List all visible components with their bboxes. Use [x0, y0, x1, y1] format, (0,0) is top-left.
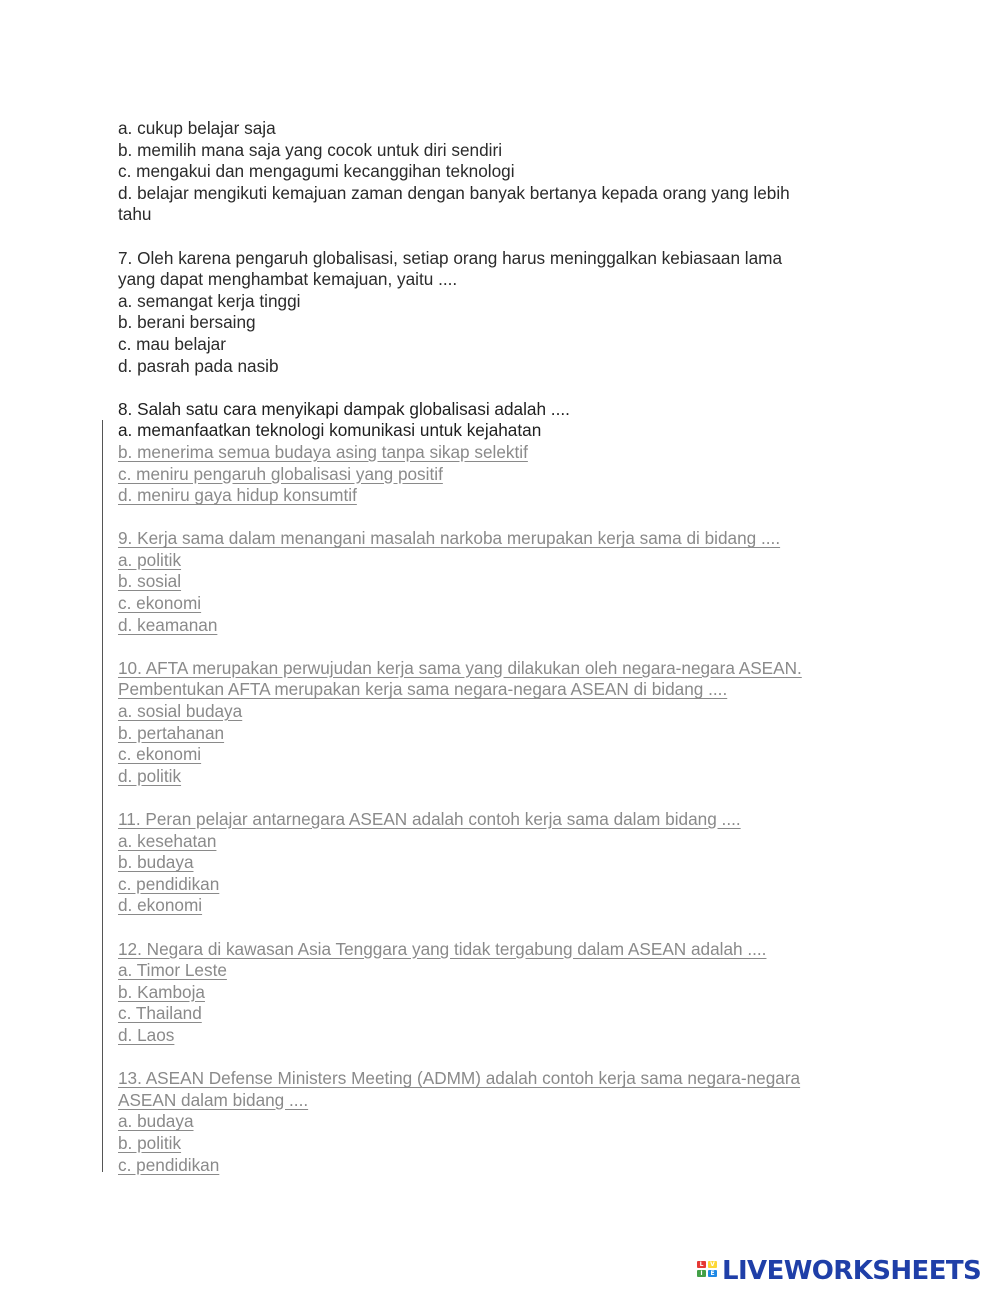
revised-text-line: b. Kamboja	[118, 981, 205, 1002]
revised-text-line: b. sosial	[118, 571, 182, 592]
revised-text-line: d. Laos	[118, 1024, 175, 1045]
liveworksheets-logo[interactable]	[697, 1257, 981, 1285]
revised-text-line: ASEAN dalam bidang ....	[118, 1089, 309, 1110]
revised-text-line: 12. Negara di kawasan Asia Tenggara yang tidak tergabung dalam ASEAN adalah ....	[118, 938, 767, 959]
revised-text-line: 11. Peran pelajar antarnegara ASEAN adalah contoh kerja sama dalam bidang ....	[118, 809, 741, 829]
revised-text-line: a. Timor Leste	[118, 960, 227, 981]
text-line: b. memilih mana saja yang cocok untuk diri sendiri	[118, 139, 503, 160]
revised-text-line: b. politik	[118, 1132, 182, 1153]
text-line: yang dapat menghambat kemajuan, yaitu ....	[118, 269, 458, 290]
logo-mark-block-l: L	[697, 1261, 706, 1268]
revised-text-line: d. meniru gaya hidup konsumtif	[118, 485, 357, 506]
text-line: a. memanfaatkan teknologi komunikasi untuk kejahatan	[118, 420, 542, 441]
revised-text-line: 13. ASEAN Defense Ministers Meeting (ADMM) adalah contoh kerja sama negara-negara	[118, 1068, 801, 1089]
blank-line	[118, 917, 898, 939]
logo-mark-block-e: E	[708, 1270, 717, 1277]
blank-line	[118, 636, 898, 658]
liveworksheets-logo-mark	[697, 1259, 719, 1283]
revised-text-line: b. menerima semua budaya asing tanpa sikap selektif	[118, 441, 528, 462]
text-line: d. pasrah pada nasib	[118, 355, 279, 376]
revised-text-line: d. ekonomi	[118, 895, 203, 916]
revised-text-line: a. budaya	[118, 1111, 194, 1132]
revised-text-line: c. meniru pengaruh globalisasi yang positif	[118, 463, 443, 484]
revised-text-line: b. budaya	[118, 852, 194, 873]
logo-mark-block-i: I	[697, 1270, 706, 1277]
logo-mark-block-v: V	[708, 1261, 717, 1268]
revised-text-line: 9. Kerja sama dalam menangani masalah narkoba merupakan kerja sama di bidang ....	[118, 528, 781, 549]
revised-text-line: c. pendidikan	[118, 1154, 220, 1175]
document-body	[118, 118, 898, 1176]
blank-line	[118, 507, 898, 529]
blank-line	[118, 1047, 898, 1069]
revised-text-line: c. ekonomi	[118, 744, 202, 765]
text-line: 8. Salah satu cara menyikapi dampak globalisasi adalah ....	[118, 398, 570, 419]
revision-change-bar	[102, 420, 103, 1172]
blank-line	[118, 377, 898, 399]
text-line: c. mau belajar	[118, 333, 226, 354]
text-line: tahu	[118, 204, 152, 225]
text-line: a. cukup belajar saja	[118, 118, 276, 138]
revised-text-line: a. sosial budaya	[118, 701, 243, 722]
text-line: 7. Oleh karena pengaruh globalisasi, setiap orang harus meninggalkan kebiasaan lama	[118, 247, 783, 268]
text-line: c. mengakui dan mengagumi kecanggihan teknologi	[118, 161, 515, 182]
text-line: d. belajar mengikuti kemajuan zaman dengan banyak bertanya kepada orang yang lebih	[118, 182, 790, 203]
revised-text-line: a. politik	[118, 549, 182, 570]
blank-line	[118, 226, 898, 248]
revised-text-line: Pembentukan AFTA merupakan kerja sama negara-negara ASEAN di bidang ....	[118, 679, 728, 700]
revised-text-line: 10. AFTA merupakan perwujudan kerja sama yang dilakukan oleh negara-negara ASEAN.	[118, 657, 802, 678]
blank-line	[118, 787, 898, 809]
text-line: a. semangat kerja tinggi	[118, 290, 301, 311]
liveworksheets-logo-text: LIVEWORKSHEETS	[722, 1256, 982, 1286]
revised-text-line: c. Thailand	[118, 1003, 202, 1024]
revised-text-line: b. pertahanan	[118, 722, 225, 743]
revised-text-line: d. keamanan	[118, 614, 218, 635]
revised-text-line: d. politik	[118, 765, 182, 786]
text-line: b. berani bersaing	[118, 312, 256, 333]
revised-text-line: a. kesehatan	[118, 830, 217, 851]
revised-text-line: c. ekonomi	[118, 593, 202, 614]
revised-text-line: c. pendidikan	[118, 873, 220, 894]
